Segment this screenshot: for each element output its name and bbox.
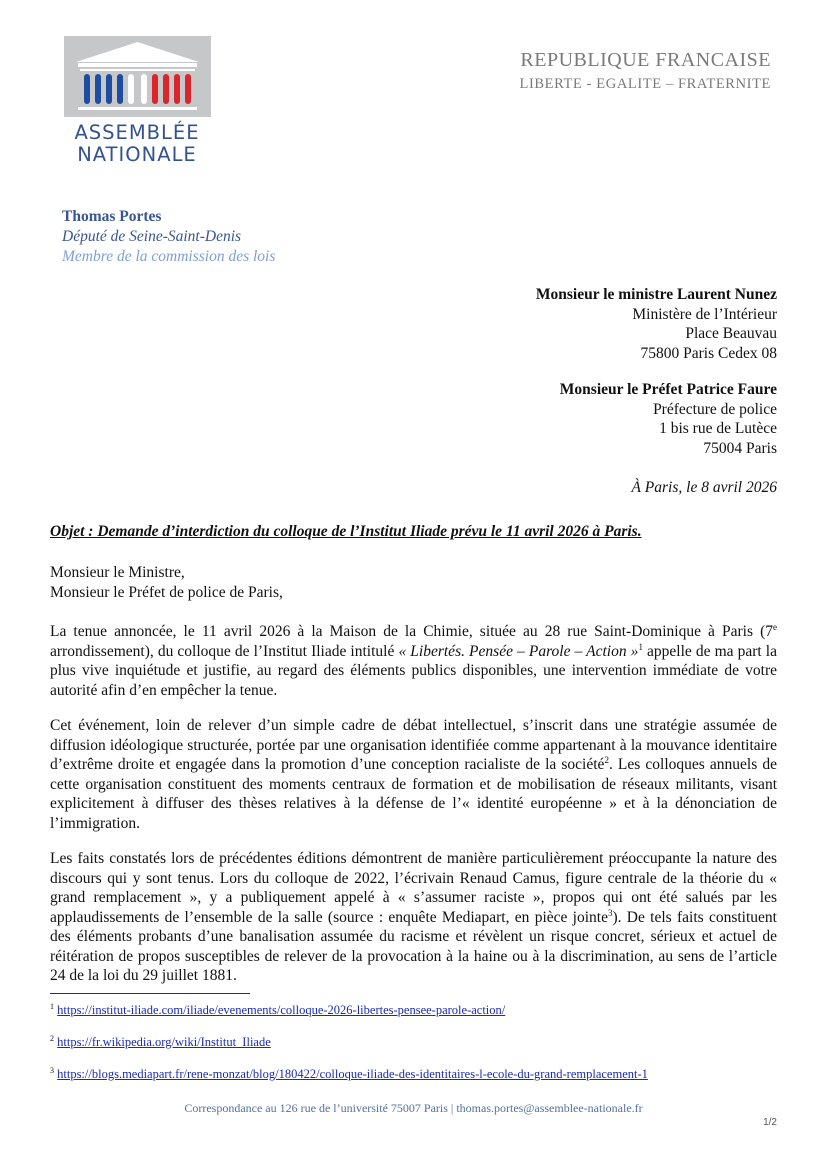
recipient-line: 75004 Paris xyxy=(703,439,777,457)
salutation-line: Monsieur le Préfet de police de Paris, xyxy=(50,583,283,601)
logo-text-line1: ASSEMBLÉE xyxy=(74,121,200,144)
republique-motto: LIBERTE - EGALITE – FRATERNITE xyxy=(519,76,771,92)
footnote-divider xyxy=(50,993,250,994)
footnote-link[interactable]: https://blogs.mediapart.fr/rene-monzat/blog/180422/colloque-iliade-des-identitaires-l-ecole-du-grand-remplacement-1 xyxy=(57,1067,648,1081)
colloque-title: « Libertés. Pensée – Parole – Action » xyxy=(398,642,639,660)
page-number: 1/2 xyxy=(763,1117,777,1128)
superscript: e xyxy=(773,621,777,632)
salutation xyxy=(50,563,777,602)
footnote-2: $^2$ https://fr.wikipedia.org/wiki/Institut_Iliade xyxy=(50,1033,271,1049)
republique-title: REPUBLIQUE FRANCAISE xyxy=(520,49,771,71)
page-footer: Correspondance au 126 rue de l’université 75007 Paris | thomas.portes@assemblee-nationale.fr xyxy=(184,1101,643,1115)
hemicycle-icon xyxy=(64,36,211,117)
author-name: Thomas Portes xyxy=(62,208,162,225)
author-commission: Membre de la commission des lois xyxy=(62,248,276,265)
recipient-line: Préfecture de police xyxy=(653,400,777,418)
footnote-ref[interactable]: 2 xyxy=(604,754,609,765)
recipient-line: 1 bis rue de Lutèce xyxy=(659,420,777,437)
recipient-line: Ministère de l’Intérieur xyxy=(632,305,777,323)
republique-header xyxy=(519,49,771,93)
letter-subject: Objet : Demande d’interdiction du colloque de l’Institut Iliade prévu le 11 avril 2026 à Paris. xyxy=(50,523,642,540)
footnote-link[interactable]: https://fr.wikipedia.org/wiki/Institut_Iliade xyxy=(57,1035,271,1049)
recipient-line: Place Beauvau xyxy=(685,325,777,342)
footnote-ref[interactable]: 3 xyxy=(607,907,613,918)
recipient-name: Monsieur le ministre Laurent Nunez xyxy=(535,286,777,303)
recipient-name: Monsieur le Préfet Patrice Faure xyxy=(559,381,777,398)
paragraph-3: Les faits constatés lors de précédentes éditions démontrent de manière particulièrement préoccupante la nature des discours qui y sont tenus. Lors du colloque de 2022, l’écrivain Renaud Camus, figure centrale de la théorie du « grand remplacement », y a publiquement appelé à « s’assumer raciste », propos qui ont été salués par les applaudissements de l’ensemble de la salle (source : enquête Mediapart, en pièce jointe$^3$). De tels faits constituent des éléments probants d’une banalisation assumée du racisme et révèlent un risque concret, sérieux et actuel de réitération de propos susceptibles de relever de la provocation à la haine ou à la discrimination, au sens de l’article 24 de la loi du 29 juillet 1881. xyxy=(50,850,777,984)
author-role: Député de Seine-Saint-Denis xyxy=(62,228,242,245)
footnote-3: $^3$ https://blogs.mediapart.fr/rene-monzat/blog/180422/colloque-iliade-des-identitaires-l-ecole-du-grand-remplacement-1 xyxy=(50,1065,648,1081)
paragraph-2: Cet événement, loin de relever d’un simple cadre de débat intellectuel, s’inscrit dans une stratégie assumée de diffusion idéologique structurée, portée par une organisation identifiée comme appartenant à la mouvance identitaire d’extrême droite et engagée dans la promotion d’une conception racialiste de la société$^2$. Les colloques annuels de cette organisation constituent des moments centraux de formation et de mobilisation de réseaux militants, visant explicitement à diffuser des thèses relatives à la défense de l’« identité européenne » et à la dénonciation de l’immigration. xyxy=(50,717,777,832)
recipient-minister xyxy=(536,285,777,363)
paragraph-1: La tenue annoncée, le 11 avril 2026 à la Maison de la Chimie, située au 28 rue Saint-Dominique à Paris (7e arrondissement), du colloque de l’Institut Iliade intitulé « Libertés. Pensée – Parole – Action »$^1$ appelle de ma part la plus vive inquiétude et justifie, au regard des éléments publics disponibles, une intervention immédiate de votre autorité afin d’en empêcher la tenue. xyxy=(50,621,777,699)
footnote-1: $^1$ https://institut-iliade.com/iliade/evenements/colloque-2026-libertes-pensee-parole-action/ xyxy=(50,1001,506,1017)
recipient-line: 75800 Paris Cedex 08 xyxy=(640,344,777,362)
footnote-ref[interactable]: 1 xyxy=(638,641,643,652)
recipient-prefect xyxy=(560,380,777,458)
author-block xyxy=(62,207,275,267)
hemicycle-emblem xyxy=(64,36,211,117)
footnote-link[interactable]: https://institut-iliade.com/iliade/evenements/colloque-2026-libertes-pensee-parole-action/ xyxy=(57,1003,506,1017)
logo-text-line2: NATIONALE xyxy=(77,143,197,166)
letter-date: À Paris, le 8 avril 2026 xyxy=(631,479,777,496)
salutation-line: Monsieur le Ministre, xyxy=(50,564,185,581)
